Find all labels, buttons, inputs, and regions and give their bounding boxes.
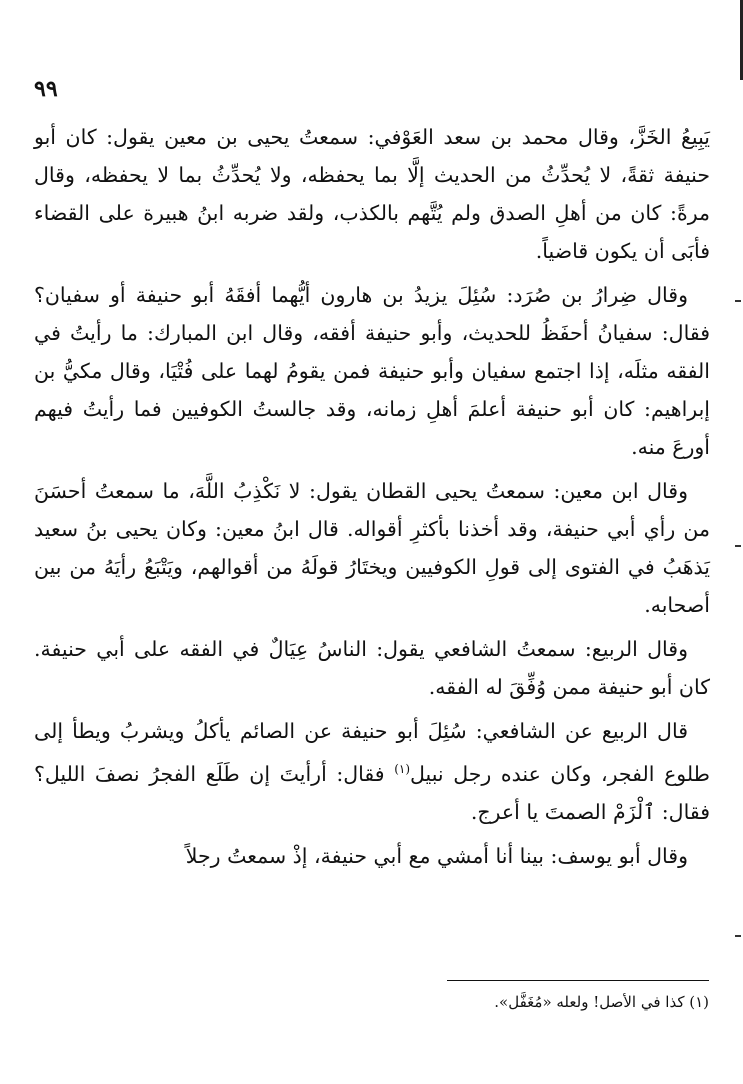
paragraph-3: وقال ابن معين: سمعتُ يحيى القطان يقول: لا نَكْذِبُ اللَّهَ، ما سمعتُ أحسَنَ من رأي أبي حنيفة، وقد أخذنا بأكثرِ أقواله. قال ابنُ معين: وكان يحيى بنُ سعيد يَذهَبُ في الفتوى إلى قولِ الكوفيين ويختَارُ قولَهُ من أقوالهم، ويَتْبَعُ رأيَهُ من بين أصحابه. — [34, 479, 710, 617]
footnote-divider — [447, 980, 709, 981]
paragraph-5 — [34, 712, 710, 831]
page-edge-mark — [735, 300, 741, 302]
main-text — [34, 118, 710, 881]
page-edge-mark — [735, 545, 741, 547]
paragraph-1: يَبِيعُ الخَزَّ، وقال محمد بن سعد العَوْفي: سمعتُ يحيى بن معين يقول: كان أبو حنيفة ثقةً، لا يُحدِّثُ من الحديث إلَّا بما يحفظه، ولا يُحدِّثُ بما لا يحفظه، وقال مرةً: كان من أهلِ الصدق ولم يُتَّهم بالكذب، ولقد ضربه ابنُ هبيرة على القضاء فأبَى أن يكون قاضياً. — [34, 125, 710, 263]
paragraph-6: وقال أبو يوسف: بينا أنا أمشي مع أبي حنيفة، إذْ سمعتُ رجلاً — [185, 843, 688, 868]
paragraph-5-end: فقال: أرأيتَ إن طَلَع الفجرُ نصفَ الليل؟ فقال: ٱلْزَمْ الصمتَ يا أعرج. — [34, 761, 710, 824]
footnote-reference[interactable]: (١) — [394, 762, 411, 776]
page-number: ٩٩ — [34, 76, 58, 102]
paragraph-2: وقال ضِرارُ بن صُرَد: سُئِلَ يزيدُ بن هارون أيُّهما أفقَهُ أبو حنيفة أو سفيان؟ فقال: سفيانُ أحفَظُ للحديث، وأبو حنيفة أفقه، وقال ابن المبارك: ما رأيتُ في الفقه مثلَه، إذا اجتمع سفيان وأبو حنيفة فمن يقومُ لهما على فُتْيَا، وقال مكيُّ بن إبراهيم: كان أبو حنيفة أعلمَ أهلِ زمانه، وقد جالستُ الكوفيين فما رأيتُ فيهم أورعَ منه. — [34, 283, 710, 459]
paragraph-4: وقال الربيع: سمعتُ الشافعي يقول: الناسُ عِيَالٌ في الفقه على أبي حنيفة. كان أبو حنيفة ممن وُفِّقَ له الفقه. — [34, 637, 710, 699]
page-edge-mark — [735, 935, 741, 937]
paragraph-5-start: قال الربيع عن الشافعي: سُئِلَ أبو حنيفة عن الصائم يأكلُ ويشربُ ويطأ إلى طلوع الفجر، وكان عنده رجل نبيل — [34, 719, 710, 786]
footnote: (١) كذا في الأصل! ولعله «مُغَفَّل». — [494, 993, 709, 1011]
